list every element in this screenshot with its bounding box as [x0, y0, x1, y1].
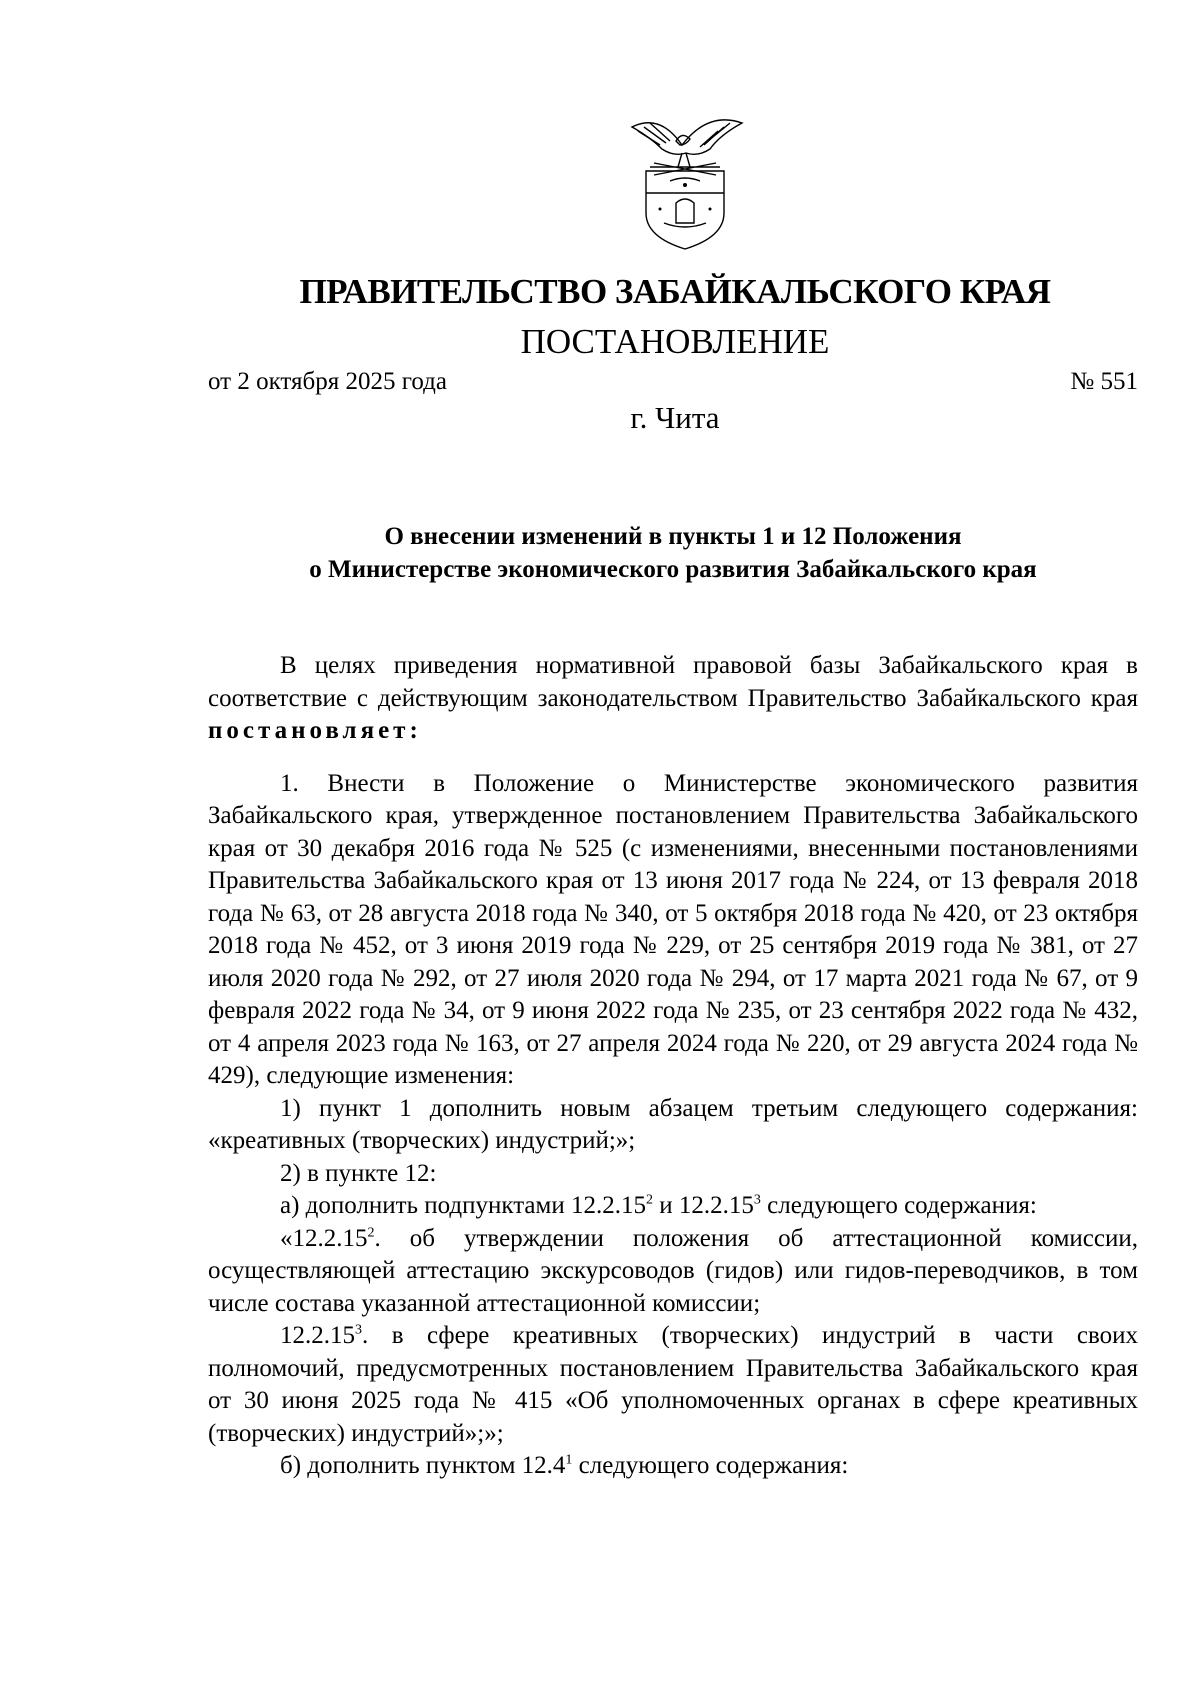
coat-of-arms-icon — [620, 105, 750, 255]
quote-2-number: 12.2.15 — [280, 1322, 355, 1349]
document-body — [208, 650, 1138, 1483]
quote-1-text: . об утверждении положения об аттестационной комиссии, осуществляющей аттестацию экскурсоводов (гидов) или гидов-переводчиков, в том числе состава указанной аттестационной комиссии; — [208, 1224, 1138, 1317]
quote-1-paragraph — [208, 1223, 1138, 1321]
preamble-text: В целях приведения нормативной правовой базы Забайкальского края в соответствие с действующим законодательством Правительство Забайкальского края — [208, 652, 1138, 712]
decree-word: постановляет: — [208, 717, 422, 744]
document-type: ПОСТАНОВЛЕНИЕ — [520, 322, 830, 361]
subject-line-2: о Министерстве экономического развития Забайкальского края — [309, 556, 1037, 583]
subitem-1-paragraph: 1) пункт 1 дополнить новым абзацем третьим следующего содержания: «креативных (творческих) индустрий;»; — [208, 1094, 1138, 1154]
organization-title: ПРАВИТЕЛЬСТВО ЗАБАЙКАЛЬСКОГО КРАЯ — [299, 272, 1051, 311]
subitem-2b-paragraph — [208, 1450, 1138, 1483]
item-1-paragraph: 1. Внести в Положение о Министерстве экономического развития Забайкальского края, утвержденное постановлением Правительства Забайкальского края от 30 декабря 2016 года № 525 (с изменениями, внесенными постановлениями Правительства Забайкальского края от 13 июня 2017 года № 224, от 13 февраля 2018 года № 63, от 28 августа 2018 года № 340, от 5 октября 2018 года № 420, от 23 октября 2018 года № 452, от 3 июня 2019 года № 229, от 25 сентября 2019 года № 381, от 27 июля 2020 года № 292, от 27 июля 2020 года № 294, от 17 марта 2021 года № 67, от 9 февраля 2022 года № 34, от 9 июня 2022 года № 235, от 23 сентября 2022 года № 432, от 4 апреля 2023 года № 163, от 27 апреля 2024 года № 220, от 29 августа 2024 года № 429), следующие изменения: — [208, 769, 1138, 1089]
superscript: 2 — [367, 1225, 375, 1241]
subject-line-1: О внесении изменений в пункты 1 и 12 Положения — [384, 523, 962, 550]
document-date: от 2 октября 2025 года — [208, 368, 447, 395]
subitem-2a-text: и 12.2.15 — [652, 1192, 754, 1219]
subitem-2a-text: а) дополнить подпунктами 12.2.15 — [280, 1192, 646, 1219]
quote-2-text: . в сфере креативных (творческих) индустрий в части своих полномочий, предусмотренных постановлением Правительства Забайкальского края от 30 июня 2025 года № 415 «Об уполномоченных органах в сфере креативных (творческих) индустрий»;»; — [208, 1322, 1138, 1447]
quote-2-paragraph — [208, 1320, 1138, 1450]
document-subject — [208, 520, 1138, 586]
document-number: № 551 — [1070, 368, 1138, 395]
quote-1-number: «12.2.15 — [280, 1224, 368, 1252]
subitem-2b-text: следующего содержания: — [572, 1452, 849, 1479]
superscript: 2 — [645, 1192, 653, 1208]
preamble-paragraph — [208, 650, 1138, 748]
subitem-2a-text: следующего содержания: — [760, 1192, 1037, 1219]
document-city: г. Чита — [630, 400, 720, 435]
subitem-2-paragraph: 2) в пункте 12: — [280, 1159, 437, 1187]
superscript: 3 — [355, 1322, 362, 1338]
superscript: 3 — [753, 1192, 761, 1208]
superscript: 1 — [565, 1452, 573, 1468]
subitem-2a-paragraph — [208, 1190, 1138, 1223]
subitem-2b-text: б) дополнить пунктом 12.4 — [280, 1452, 566, 1479]
